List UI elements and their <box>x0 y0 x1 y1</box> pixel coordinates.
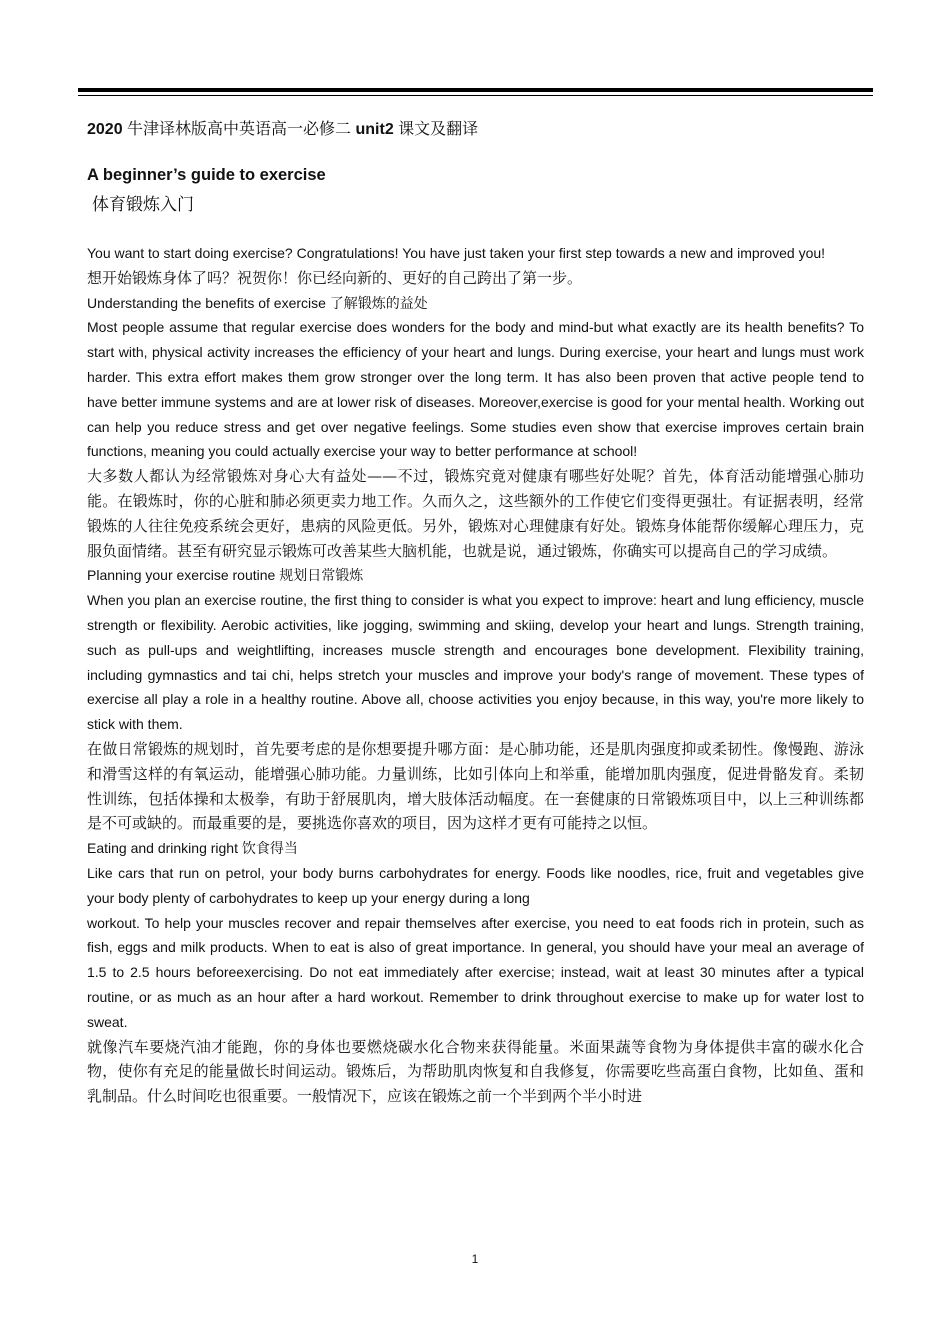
header-rule-thick <box>78 88 873 92</box>
title-year: 2020 <box>87 121 123 138</box>
section-heading: Planning your exercise routine 规划日常锻炼 <box>87 567 364 584</box>
article-title-zh: 体育锻炼入门 <box>92 195 194 215</box>
section-heading: Eating and drinking right 饮食得当 <box>87 840 298 857</box>
paragraph: workout. To help your muscles recover and repair themselves after exercise, you need to eat foods rich in protein, such as fish, eggs and milk products. When to eat is also of great importance. In general, you should have your meal an average of 1.5 to 2.5 hours beforeexercising. Do not eat immediately after exercise; instead, wait at least 30 minutes after a typical routine, or as much as an hour after a hard workout. Remember to drink throughout exercise to make up for water lost to sweat. <box>87 914 864 1030</box>
title-unit: unit2 <box>355 121 394 138</box>
paragraph: When you plan an exercise routine, the first thing to consider is what you expect to improve: heart and lung efficiency, muscle strength or flexibility. Aerobic activities, like jogging, swimming and skiing, develop your heart and lungs. Strength training, such as pull-ups and weightlifting, increases muscle strength and encourages bone development. Flexibility training, including gymnastics and tai chi, helps stretch your muscles and improve your body's range of movement. These types of exercise all play a role in a healthy routine. Above all, choose activities you enjoy because, in this way, you're more likely to stick with them. <box>87 592 864 733</box>
paragraph-translation: 就像汽车要烧汽油才能跑，你的身体也要燃烧碳水化合物来获得能量。米面果蔬等食物为身体提供丰富的碳水化合物，使你有充足的能量做长时间运动。锻炼后，为帮助肌肉恢复和自我修复，你需要吃些高蛋白食物，比如鱼、蛋和乳制品。什么时间吃也很重要。一般情况下，应该在锻炼之前一个半到两个半小时进 <box>87 1037 864 1106</box>
document-title <box>87 116 478 139</box>
section-heading: Understanding the benefits of exercise 了解锻炼的益处 <box>87 294 428 311</box>
title-end: 课文及翻译 <box>393 121 479 138</box>
paragraph: Like cars that run on petrol, your body burns carbohydrates for energy. Foods like noodles, rice, fruit and vegetables give your body plenty of carbohydrates to keep up your energy during a long <box>87 864 864 906</box>
header-rule-thin <box>78 95 873 96</box>
title-middle: 牛津译林版高中英语高一必修二 <box>122 121 356 138</box>
paragraph-translation: 在做日常锻炼的规划时，首先要考虑的是你想要提升哪方面：是心肺功能，还是肌肉强度抑或柔韧性。像慢跑、游泳和滑雪这样的有氧运动，能增强心肺功能。力量训练，比如引体向上和举重，能增加肌肉强度，促进骨骼发育。柔韧性训练，包括体操和太极拳，有助于舒展肌肉，增大肢体活动幅度。在一套健康的日常锻炼项目中，以上三种训练都是不可或缺的。而最重要的是，要挑选你喜欢的项目，因为这样才更有可能持之以恒。 <box>87 739 864 833</box>
paragraph: Most people assume that regular exercise does wonders for the body and mind-but what exactly are its health benefits? To start with, physical activity increases the efficiency of your heart and lungs. During exercise, your heart and lungs must work harder. This extra effort makes them grow stronger over the long term. It has also been proven that active people tend to have better immune systems and are at lower risk of diseases. Moreover,exercise is good for your mental health. Working out can help you reduce stress and get over negative feelings. Some studies even show that exercise improves certain brain functions, meaning you could actually exercise your way to better performance at school! <box>87 319 864 460</box>
paragraph-translation: 想开始锻炼身体了吗？祝贺你！你已经向新的、更好的自己跨出了第一步。 <box>87 268 583 287</box>
paragraph-translation: 大多数人都认为经常锻炼对身心大有益处——不过，锻炼究竟对健康有哪些好处呢？首先，体育活动能增强心肺功能。在锻炼时，你的心脏和肺必须更卖力地工作。久而久之，这些额外的工作使它们变得更强壮。有证据表明，经常锻炼的人往往免疫系统会更好，患病的风险更低。另外，锻炼对心理健康有好处。锻炼身体能帮你缓解心理压力，克服负面情绪。甚至有研究显示锻炼可改善某些大脑机能，也就是说，通过锻炼，你确实可以提高自己的学习成绩。 <box>87 467 864 560</box>
article-title-en: A beginner’s guide to exercise <box>87 166 326 184</box>
article-body <box>87 241 864 1109</box>
paragraph: You want to start doing exercise? Congratulations! You have just taken your first step towards a new and improved you! <box>87 245 826 261</box>
page-number: 1 <box>471 1252 479 1266</box>
